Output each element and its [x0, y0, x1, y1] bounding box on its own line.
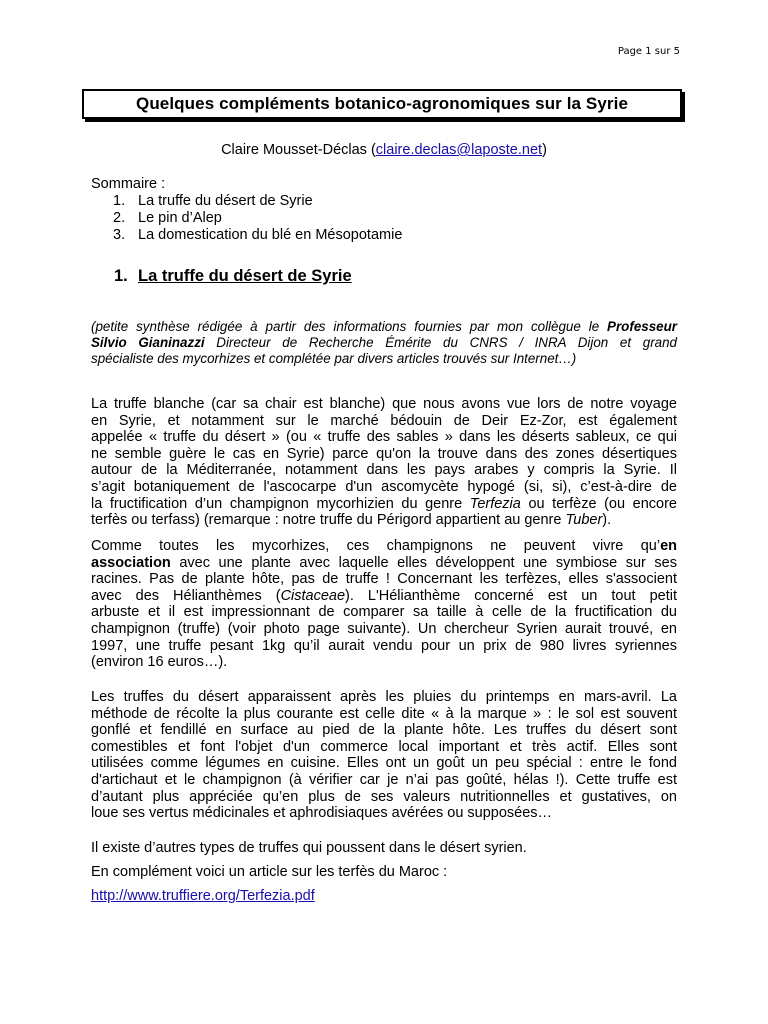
paragraph-recolte: [91, 689, 677, 822]
paragraph-mycorhizes: [91, 538, 677, 671]
section-heading: [114, 267, 352, 286]
text-line: association avec une plante avec laquelle elles développent une symbiose sur ses: [91, 554, 677, 571]
text-line: comestibles et font l'objet d'un commerce local important et très actif. Elles sont: [91, 738, 677, 755]
author-close: ): [542, 142, 547, 158]
terfezia-pdf-link[interactable]: http://www.truffiere.org/Terfezia.pdf: [91, 888, 315, 904]
intro-line: Silvio Gianinazzi Directeur de Recherche Émérite du CNRS / INRA Dijon et grand: [91, 335, 677, 351]
text-line: avec des Hélianthèmes (Cistaceae). L'Hélianthème concerné est un tout petit: [91, 587, 677, 604]
toc-item-number: 1.: [113, 193, 126, 209]
intro-line: spécialiste des mycorhizes et complétée par divers articles trouvés sur Internet…): [91, 351, 577, 367]
author-name: Claire Mousset-Déclas (: [221, 142, 376, 158]
text-line: terfès ou terfass) (remarque : notre truffe du Périgord appartient au genre Tuber).: [91, 512, 612, 529]
text-line: s’agit botaniquement de l'ascocarpe d'un ascomycète hypogé (si, si), c’est-à-dire de: [91, 478, 677, 495]
intro-line: (petite synthèse rédigée à partir des informations fournies par mon collègue le Professeur: [91, 319, 677, 334]
text-line: La truffe blanche (car sa chair est blanche) que nous avons vue lors de notre voyage: [91, 396, 677, 412]
text-line: racines. Pas de plante hôte, pas de truffe ! Concernant les terfèzes, elles s'associent: [91, 571, 677, 588]
text-line: utilisées comme légumes en cuisine. Elles ont un goût un peu spécial : entre le fond: [91, 755, 677, 772]
text-line: Comme toutes les mycorhizes, ces champignons ne peuvent vivre qu’en: [91, 538, 677, 554]
text-line: méthode de récolte la plus courante est celle dite « à la marque » : le sol est souvent: [91, 705, 677, 722]
professor-label: Professeur: [607, 319, 677, 334]
toc-item-text: La truffe du désert de Syrie: [138, 193, 313, 209]
link-line: [91, 888, 677, 905]
paragraph-autres-types: [91, 840, 677, 857]
text-line: loue ses vertus médicinales et aphrodisiaques avérées ou supposées…: [91, 805, 553, 822]
text-line: d’autant plus appréciée qu’en plus de ses valeurs nutritionnelles et gustatives, on: [91, 788, 677, 805]
text-line: la fructification d’un champignon mycorhizien du genre Terfezia ou terfèze (ou encore: [91, 495, 677, 512]
section-title: La truffe du désert de Syrie: [138, 267, 352, 285]
intro-paragraph: [91, 319, 677, 368]
text-line: champignon (truffe) (voir photo page suivante). Un chercheur Syrien aurait trouvé, en: [91, 620, 677, 637]
document-title-box: [82, 89, 682, 119]
toc-item-text: Le pin d’Alep: [138, 210, 222, 226]
text-line: autour de la Méditerranée, notamment dans les pays arabes y compris la Syrie. Il: [91, 462, 677, 479]
document-title: Quelques compléments botanico-agronomiques sur la Syrie: [136, 94, 628, 113]
section-number: 1.: [114, 267, 128, 285]
author-email-link[interactable]: claire.declas@laposte.net: [375, 142, 543, 158]
toc-item-text: La domestication du blé en Mésopotamie: [138, 227, 403, 243]
toc-label: Sommaire :: [91, 176, 166, 192]
text-line: Il existe d’autres types de truffes qui poussent dans le désert syrien.: [91, 840, 527, 856]
toc-item-number: 3.: [113, 227, 126, 243]
toc-item-number: 2.: [113, 210, 126, 226]
text-line: Les truffes du désert apparaissent après les pluies du printemps en mars-avril. La: [91, 689, 677, 705]
text-line: En complément voici un article sur les terfès du Maroc :: [91, 864, 448, 880]
text-line: ne semble guère le cas en Syrie) parce qu'on la trouve dans des zones désertiques: [91, 445, 677, 462]
author-line: [0, 142, 768, 158]
text-line: (environ 16 euros…).: [91, 654, 228, 671]
text-line: arbuste et il est impressionnant de comparer sa taille à celle de la fructification du: [91, 604, 677, 621]
paragraph-complement: [91, 864, 677, 881]
text-line: d'artichaut et le champignon (à vérifier car je n’ai pas goûté, hélas !). Cette truffe est: [91, 771, 677, 788]
paragraph-truffe-blanche: [91, 396, 677, 529]
toc-item: [113, 193, 402, 210]
text-line: gonflé et fendillé en surface au pied de la plante hôte. Les truffes du désert sont: [91, 722, 677, 739]
toc-item: [113, 227, 402, 244]
professor-name: Silvio Gianinazzi: [91, 335, 205, 351]
text-line: en Syrie, et notamment sur le marché bédouin de Deir Ez-Zor, est également: [91, 412, 677, 429]
page-number: Page 1 sur 5: [617, 46, 680, 57]
toc-item: [113, 210, 402, 227]
text-line: appelée « truffe du désert » (ou « truffe des sables » dans les déserts sableux, ce qui: [91, 429, 677, 446]
table-of-contents: [113, 193, 402, 244]
text-line: 1997, une truffe pesant 1kg qu’il aurait vendu pour un prix de 980 livres syriennes: [91, 637, 677, 654]
